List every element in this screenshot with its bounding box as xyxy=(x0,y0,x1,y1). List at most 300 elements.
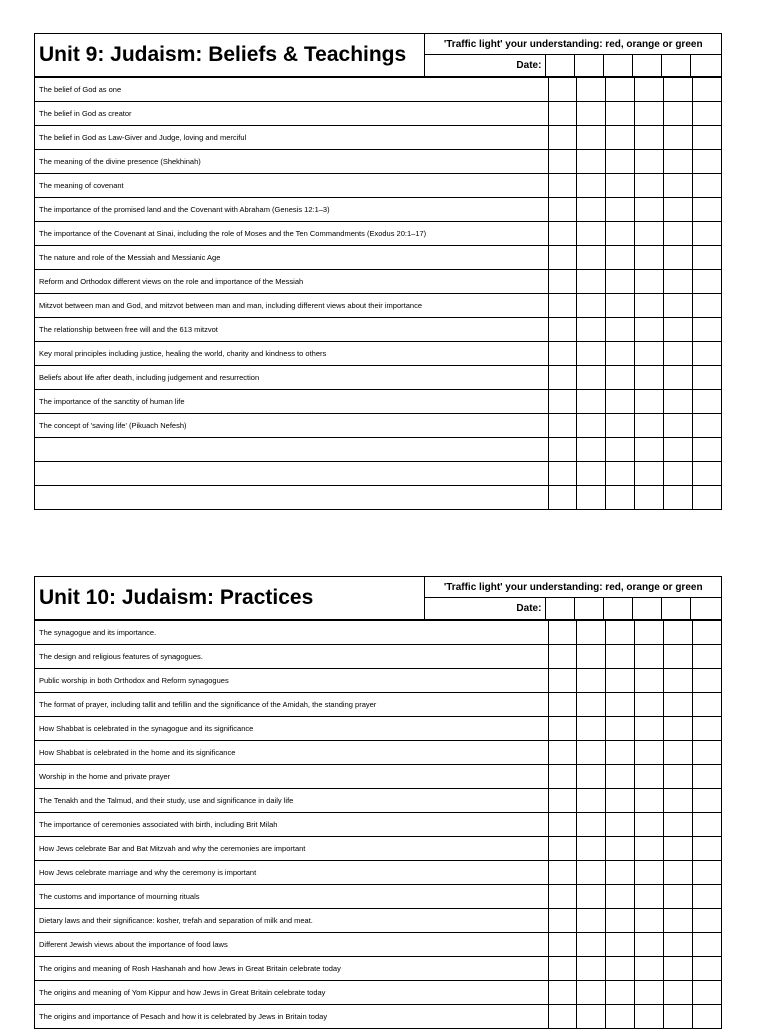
traffic-light-cell[interactable] xyxy=(634,318,663,341)
table-row xyxy=(35,668,721,692)
traffic-light-cell[interactable] xyxy=(548,294,577,317)
traffic-light-cell[interactable] xyxy=(634,102,663,125)
traffic-light-cell[interactable] xyxy=(663,789,692,812)
traffic-light-cell[interactable] xyxy=(576,246,605,269)
traffic-light-cell[interactable] xyxy=(634,486,663,509)
traffic-light-cell[interactable] xyxy=(663,174,692,197)
table-row xyxy=(35,621,721,644)
table-row xyxy=(35,716,721,740)
traffic-light-cell[interactable] xyxy=(634,222,663,245)
traffic-light-cell[interactable] xyxy=(692,414,721,437)
traffic-light-cell[interactable] xyxy=(605,693,634,716)
traffic-light-cell[interactable] xyxy=(576,837,605,860)
traffic-light-cell[interactable] xyxy=(576,717,605,740)
traffic-light-cell[interactable] xyxy=(605,717,634,740)
traffic-light-cell[interactable] xyxy=(576,789,605,812)
topic-text: How Jews celebrate Bar and Bat Mitzvah and why the ceremonies are important xyxy=(39,844,306,853)
traffic-light-cell[interactable] xyxy=(548,342,577,365)
topic-text: The importance of the sanctity of human life xyxy=(39,397,185,406)
traffic-light-cell[interactable] xyxy=(548,885,577,908)
topic-text: The belief in God as Law-Giver and Judge, loving and merciful xyxy=(39,133,247,142)
traffic-light-cell[interactable] xyxy=(605,765,634,788)
traffic-light-cell[interactable] xyxy=(605,933,634,956)
traffic-light-cell[interactable] xyxy=(692,669,721,692)
unit-title: Unit 9: Judaism: Beliefs & Teachings xyxy=(39,43,407,66)
traffic-light-cell[interactable] xyxy=(634,462,663,485)
topic-text: The design and religious features of synagogues. xyxy=(39,652,203,661)
traffic-light-cell[interactable] xyxy=(634,789,663,812)
traffic-light-cell[interactable] xyxy=(576,957,605,980)
traffic-light-instruction: 'Traffic light' your understanding: red, orange or green xyxy=(425,34,721,55)
traffic-light-cell[interactable] xyxy=(634,270,663,293)
topic-text: Key moral principles including justice, healing the world, charity and kindness to others xyxy=(39,349,327,358)
traffic-light-cell[interactable] xyxy=(634,366,663,389)
traffic-light-cell[interactable] xyxy=(605,342,634,365)
traffic-light-cell[interactable] xyxy=(663,198,692,221)
traffic-light-cell[interactable] xyxy=(692,933,721,956)
table-header xyxy=(35,577,721,621)
table-row xyxy=(35,884,721,908)
date-cell[interactable] xyxy=(632,598,661,619)
traffic-light-cell[interactable] xyxy=(692,765,721,788)
traffic-light-cell[interactable] xyxy=(605,813,634,836)
traffic-light-cell[interactable] xyxy=(605,318,634,341)
traffic-light-cell[interactable] xyxy=(692,909,721,932)
traffic-light-cell[interactable] xyxy=(634,693,663,716)
traffic-light-cell[interactable] xyxy=(634,150,663,173)
topic-text: How Shabbat is celebrated in the synagogue and its significance xyxy=(39,724,254,733)
date-cell[interactable] xyxy=(545,55,574,76)
traffic-light-cell[interactable] xyxy=(548,669,577,692)
date-cell[interactable] xyxy=(690,598,719,619)
table-row xyxy=(35,1004,721,1028)
traffic-light-cell[interactable] xyxy=(663,78,692,101)
traffic-light-cell[interactable] xyxy=(663,126,692,149)
traffic-light-cell[interactable] xyxy=(605,789,634,812)
date-cell[interactable] xyxy=(603,55,632,76)
traffic-light-cell[interactable] xyxy=(663,669,692,692)
traffic-light-cell[interactable] xyxy=(576,462,605,485)
traffic-light-cell[interactable] xyxy=(634,981,663,1004)
table-row xyxy=(35,692,721,716)
traffic-light-cell[interactable] xyxy=(548,621,577,644)
traffic-light-cell[interactable] xyxy=(605,885,634,908)
topic-text: Reform and Orthodox different views on the role and importance of the Messiah xyxy=(39,277,304,286)
traffic-light-cell[interactable] xyxy=(634,885,663,908)
traffic-light-cell[interactable] xyxy=(605,126,634,149)
traffic-light-cell[interactable] xyxy=(548,150,577,173)
traffic-light-cell[interactable] xyxy=(576,366,605,389)
traffic-light-cell[interactable] xyxy=(605,621,634,644)
traffic-light-cell[interactable] xyxy=(663,246,692,269)
traffic-light-cell[interactable] xyxy=(605,366,634,389)
traffic-light-cell[interactable] xyxy=(692,462,721,485)
traffic-light-cell[interactable] xyxy=(576,885,605,908)
traffic-light-cell[interactable] xyxy=(692,270,721,293)
traffic-light-cell[interactable] xyxy=(692,390,721,413)
traffic-light-cell[interactable] xyxy=(663,438,692,461)
traffic-light-cell[interactable] xyxy=(576,126,605,149)
traffic-light-cell[interactable] xyxy=(663,933,692,956)
traffic-light-cell[interactable] xyxy=(576,270,605,293)
traffic-light-cell[interactable] xyxy=(548,741,577,764)
table-row xyxy=(35,932,721,956)
traffic-light-cell[interactable] xyxy=(548,414,577,437)
date-label: Date: xyxy=(516,603,542,614)
traffic-light-cell[interactable] xyxy=(605,78,634,101)
traffic-light-cell[interactable] xyxy=(663,957,692,980)
topic-text: The origins and meaning of Rosh Hashanah and how Jews in Great Britain celebrate today xyxy=(39,964,341,973)
traffic-light-cell[interactable] xyxy=(548,366,577,389)
traffic-light-cell[interactable] xyxy=(548,1005,577,1028)
topic-rows xyxy=(35,621,721,1028)
topic-text: The importance of the promised land and the Covenant with Abraham (Genesis 12:1–3) xyxy=(39,205,330,214)
traffic-light-cell[interactable] xyxy=(663,717,692,740)
traffic-light-cell[interactable] xyxy=(692,981,721,1004)
traffic-light-cell[interactable] xyxy=(576,861,605,884)
table-row xyxy=(35,437,721,461)
topic-text xyxy=(35,462,548,485)
topic-text: The importance of the Covenant at Sinai, including the role of Moses and the Ten Commandments (Exodus 20:1–17) xyxy=(39,229,427,238)
traffic-light-cell[interactable] xyxy=(605,741,634,764)
traffic-light-cell[interactable] xyxy=(634,765,663,788)
tracking-header xyxy=(424,577,721,619)
traffic-light-cell[interactable] xyxy=(605,150,634,173)
topic-text: The Tenakh and the Talmud, and their study, use and significance in daily life xyxy=(39,796,294,805)
traffic-light-cell[interactable] xyxy=(663,885,692,908)
traffic-light-cell[interactable] xyxy=(663,294,692,317)
traffic-light-cell[interactable] xyxy=(634,438,663,461)
traffic-light-cell[interactable] xyxy=(548,270,577,293)
table-row xyxy=(35,149,721,173)
traffic-light-cell[interactable] xyxy=(548,861,577,884)
table-row xyxy=(35,908,721,932)
table-row xyxy=(35,980,721,1004)
topic-text: Public worship in both Orthodox and Reform synagogues xyxy=(39,676,229,685)
topic-text: The synagogue and its importance. xyxy=(39,628,157,637)
traffic-light-cell[interactable] xyxy=(692,126,721,149)
topic-text: The importance of ceremonies associated with birth, including Brit Milah xyxy=(39,820,278,829)
traffic-light-cell[interactable] xyxy=(692,438,721,461)
date-row xyxy=(425,598,721,619)
traffic-light-cell[interactable] xyxy=(692,366,721,389)
traffic-light-cell[interactable] xyxy=(634,294,663,317)
topic-text: The belief in God as creator xyxy=(39,109,132,118)
traffic-light-cell[interactable] xyxy=(692,645,721,668)
traffic-light-cell[interactable] xyxy=(576,909,605,932)
table-row xyxy=(35,78,721,101)
traffic-light-cell[interactable] xyxy=(548,837,577,860)
traffic-light-cell[interactable] xyxy=(605,462,634,485)
traffic-light-cell[interactable] xyxy=(692,885,721,908)
traffic-light-cell[interactable] xyxy=(576,414,605,437)
traffic-light-cell[interactable] xyxy=(692,1005,721,1028)
traffic-light-cell[interactable] xyxy=(548,909,577,932)
traffic-light-cell[interactable] xyxy=(634,126,663,149)
table-row xyxy=(35,173,721,197)
traffic-light-cell[interactable] xyxy=(634,717,663,740)
traffic-light-cell[interactable] xyxy=(692,486,721,509)
traffic-light-cell[interactable] xyxy=(548,246,577,269)
traffic-light-cell[interactable] xyxy=(692,957,721,980)
table-row xyxy=(35,341,721,365)
traffic-light-cell[interactable] xyxy=(605,294,634,317)
traffic-light-cell[interactable] xyxy=(692,246,721,269)
traffic-light-cell[interactable] xyxy=(663,462,692,485)
table-row xyxy=(35,956,721,980)
traffic-light-cell[interactable] xyxy=(576,981,605,1004)
date-label: Date: xyxy=(516,60,542,71)
traffic-light-cell[interactable] xyxy=(605,438,634,461)
traffic-light-cell[interactable] xyxy=(576,102,605,125)
traffic-light-cell[interactable] xyxy=(548,438,577,461)
traffic-light-cell[interactable] xyxy=(634,933,663,956)
table-row xyxy=(35,389,721,413)
traffic-light-cell[interactable] xyxy=(576,222,605,245)
traffic-light-cell[interactable] xyxy=(548,78,577,101)
traffic-light-cell[interactable] xyxy=(576,342,605,365)
traffic-light-cell[interactable] xyxy=(576,78,605,101)
traffic-light-cell[interactable] xyxy=(576,933,605,956)
table-row xyxy=(35,788,721,812)
traffic-light-cell[interactable] xyxy=(548,486,577,509)
topic-text: Different Jewish views about the importance of food laws xyxy=(39,940,228,949)
traffic-light-cell[interactable] xyxy=(634,414,663,437)
topic-text: How Shabbat is celebrated in the home and its significance xyxy=(39,748,236,757)
traffic-light-cell[interactable] xyxy=(605,390,634,413)
traffic-light-cell[interactable] xyxy=(576,1005,605,1028)
traffic-light-cell[interactable] xyxy=(548,645,577,668)
table-row xyxy=(35,836,721,860)
traffic-light-cell[interactable] xyxy=(605,1005,634,1028)
traffic-light-cell[interactable] xyxy=(634,390,663,413)
traffic-light-cell[interactable] xyxy=(692,294,721,317)
topic-text: The origins and meaning of Yom Kippur and how Jews in Great Britain celebrate today xyxy=(39,988,326,997)
traffic-light-cell[interactable] xyxy=(663,390,692,413)
table-header xyxy=(35,34,721,78)
traffic-light-cell[interactable] xyxy=(663,1005,692,1028)
traffic-light-cell[interactable] xyxy=(548,981,577,1004)
traffic-light-cell[interactable] xyxy=(548,765,577,788)
traffic-light-cell[interactable] xyxy=(692,621,721,644)
topic-text: The meaning of the divine presence (Shekhinah) xyxy=(39,157,201,166)
date-row xyxy=(425,55,721,76)
traffic-light-cell[interactable] xyxy=(692,837,721,860)
topic-text: Worship in the home and private prayer xyxy=(39,772,171,781)
traffic-light-cell[interactable] xyxy=(605,981,634,1004)
traffic-light-cell[interactable] xyxy=(548,318,577,341)
topic-text: The relationship between free will and the 613 mitzvot xyxy=(39,325,218,334)
table-row xyxy=(35,269,721,293)
traffic-light-cell[interactable] xyxy=(634,837,663,860)
table-row xyxy=(35,764,721,788)
traffic-light-cell[interactable] xyxy=(548,390,577,413)
traffic-light-cell[interactable] xyxy=(692,693,721,716)
traffic-light-cell[interactable] xyxy=(576,294,605,317)
traffic-light-cell[interactable] xyxy=(663,765,692,788)
traffic-light-cell[interactable] xyxy=(576,813,605,836)
traffic-light-cell[interactable] xyxy=(605,669,634,692)
date-cell[interactable] xyxy=(661,55,690,76)
traffic-light-cell[interactable] xyxy=(548,222,577,245)
date-cell[interactable] xyxy=(574,55,603,76)
traffic-light-cell[interactable] xyxy=(605,837,634,860)
topic-text: Beliefs about life after death, including judgement and resurrection xyxy=(39,373,260,382)
traffic-light-cell[interactable] xyxy=(692,222,721,245)
traffic-light-cell[interactable] xyxy=(663,270,692,293)
traffic-light-cell[interactable] xyxy=(548,813,577,836)
topic-text: The origins and importance of Pesach and how it is celebrated by Jews in Britain today xyxy=(39,1012,328,1021)
traffic-light-cell[interactable] xyxy=(692,717,721,740)
traffic-light-cell[interactable] xyxy=(605,222,634,245)
traffic-light-cell[interactable] xyxy=(634,342,663,365)
traffic-light-cell[interactable] xyxy=(663,102,692,125)
traffic-light-cell[interactable] xyxy=(692,150,721,173)
traffic-light-cell[interactable] xyxy=(576,669,605,692)
traffic-light-cell[interactable] xyxy=(663,342,692,365)
table-row xyxy=(35,644,721,668)
traffic-light-cell[interactable] xyxy=(634,78,663,101)
table-row xyxy=(35,485,721,509)
traffic-light-cell[interactable] xyxy=(605,246,634,269)
traffic-light-cell[interactable] xyxy=(605,270,634,293)
traffic-light-cell[interactable] xyxy=(634,909,663,932)
traffic-light-cell[interactable] xyxy=(576,198,605,221)
traffic-light-cell[interactable] xyxy=(634,957,663,980)
traffic-light-cell[interactable] xyxy=(692,789,721,812)
traffic-light-cell[interactable] xyxy=(548,102,577,125)
topic-rows xyxy=(35,78,721,509)
traffic-light-cell[interactable] xyxy=(663,813,692,836)
traffic-light-cell[interactable] xyxy=(634,813,663,836)
traffic-light-cell[interactable] xyxy=(692,741,721,764)
traffic-light-cell[interactable] xyxy=(663,150,692,173)
traffic-light-cell[interactable] xyxy=(663,861,692,884)
table-row xyxy=(35,461,721,485)
traffic-light-cell[interactable] xyxy=(634,198,663,221)
traffic-light-cell[interactable] xyxy=(605,174,634,197)
traffic-light-cell[interactable] xyxy=(548,957,577,980)
traffic-light-cell[interactable] xyxy=(663,837,692,860)
traffic-light-cell[interactable] xyxy=(576,765,605,788)
traffic-light-cell[interactable] xyxy=(663,645,692,668)
traffic-light-cell[interactable] xyxy=(663,414,692,437)
traffic-light-cell[interactable] xyxy=(692,174,721,197)
table-row xyxy=(35,197,721,221)
topic-text: The format of prayer, including tallit and tefillin and the significance of the Amidah, the standing prayer xyxy=(39,700,377,709)
traffic-light-cell[interactable] xyxy=(576,741,605,764)
topic-text xyxy=(35,486,548,509)
traffic-light-cell[interactable] xyxy=(605,414,634,437)
date-cell[interactable] xyxy=(690,55,719,76)
traffic-light-cell[interactable] xyxy=(692,342,721,365)
date-cell[interactable] xyxy=(574,598,603,619)
table-row xyxy=(35,860,721,884)
date-cell[interactable] xyxy=(632,55,661,76)
topic-text: The belief of God as one xyxy=(39,85,122,94)
traffic-light-cell[interactable] xyxy=(634,174,663,197)
traffic-light-cell[interactable] xyxy=(576,390,605,413)
topic-text: Dietary laws and their significance: kosher, trefah and separation of milk and meat. xyxy=(39,916,313,925)
traffic-light-cell[interactable] xyxy=(663,981,692,1004)
traffic-light-cell[interactable] xyxy=(548,933,577,956)
traffic-light-cell[interactable] xyxy=(548,693,577,716)
traffic-light-cell[interactable] xyxy=(663,222,692,245)
traffic-light-cell[interactable] xyxy=(634,621,663,644)
traffic-light-cell[interactable] xyxy=(663,366,692,389)
traffic-light-cell[interactable] xyxy=(663,318,692,341)
date-cell[interactable] xyxy=(603,598,632,619)
traffic-light-cell[interactable] xyxy=(692,861,721,884)
traffic-light-cell[interactable] xyxy=(663,909,692,932)
traffic-light-cell[interactable] xyxy=(605,198,634,221)
traffic-light-cell[interactable] xyxy=(548,789,577,812)
traffic-light-cell[interactable] xyxy=(663,693,692,716)
unit-9-checklist xyxy=(34,33,722,510)
traffic-light-cell[interactable] xyxy=(634,669,663,692)
table-row xyxy=(35,740,721,764)
traffic-light-cell[interactable] xyxy=(692,102,721,125)
traffic-light-cell[interactable] xyxy=(576,486,605,509)
traffic-light-cell[interactable] xyxy=(548,717,577,740)
traffic-light-cell[interactable] xyxy=(576,174,605,197)
table-row xyxy=(35,317,721,341)
traffic-light-cell[interactable] xyxy=(548,198,577,221)
traffic-light-cell[interactable] xyxy=(634,645,663,668)
traffic-light-cell[interactable] xyxy=(605,645,634,668)
topic-text: The meaning of covenant xyxy=(39,181,124,190)
table-row xyxy=(35,413,721,437)
traffic-light-cell[interactable] xyxy=(576,693,605,716)
topic-text xyxy=(35,438,548,461)
traffic-light-cell[interactable] xyxy=(634,1005,663,1028)
traffic-light-cell[interactable] xyxy=(692,198,721,221)
traffic-light-cell[interactable] xyxy=(605,102,634,125)
topic-text: The customs and importance of mourning rituals xyxy=(39,892,200,901)
traffic-light-cell[interactable] xyxy=(692,318,721,341)
traffic-light-cell[interactable] xyxy=(548,462,577,485)
table-row xyxy=(35,221,721,245)
traffic-light-cell[interactable] xyxy=(576,645,605,668)
traffic-light-cell[interactable] xyxy=(634,861,663,884)
traffic-light-cell[interactable] xyxy=(634,741,663,764)
traffic-light-cell[interactable] xyxy=(605,909,634,932)
traffic-light-cell[interactable] xyxy=(576,150,605,173)
traffic-light-cell[interactable] xyxy=(576,318,605,341)
traffic-light-cell[interactable] xyxy=(576,438,605,461)
traffic-light-cell[interactable] xyxy=(692,813,721,836)
topic-text: The concept of 'saving life' (Pikuach Nefesh) xyxy=(39,421,187,430)
traffic-light-cell[interactable] xyxy=(663,486,692,509)
traffic-light-cell[interactable] xyxy=(548,174,577,197)
date-cell[interactable] xyxy=(545,598,574,619)
traffic-light-cell[interactable] xyxy=(663,621,692,644)
traffic-light-cell[interactable] xyxy=(692,78,721,101)
table-row xyxy=(35,293,721,317)
traffic-light-cell[interactable] xyxy=(605,861,634,884)
traffic-light-cell[interactable] xyxy=(663,741,692,764)
traffic-light-cell[interactable] xyxy=(576,621,605,644)
topic-text: Mitzvot between man and God, and mitzvot between man and man, including different views about their importance xyxy=(39,301,422,310)
traffic-light-cell[interactable] xyxy=(605,957,634,980)
table-row xyxy=(35,245,721,269)
tracking-header xyxy=(424,34,721,76)
traffic-light-cell[interactable] xyxy=(548,126,577,149)
traffic-light-cell[interactable] xyxy=(605,486,634,509)
table-row xyxy=(35,812,721,836)
date-cell[interactable] xyxy=(661,598,690,619)
traffic-light-cell[interactable] xyxy=(634,246,663,269)
